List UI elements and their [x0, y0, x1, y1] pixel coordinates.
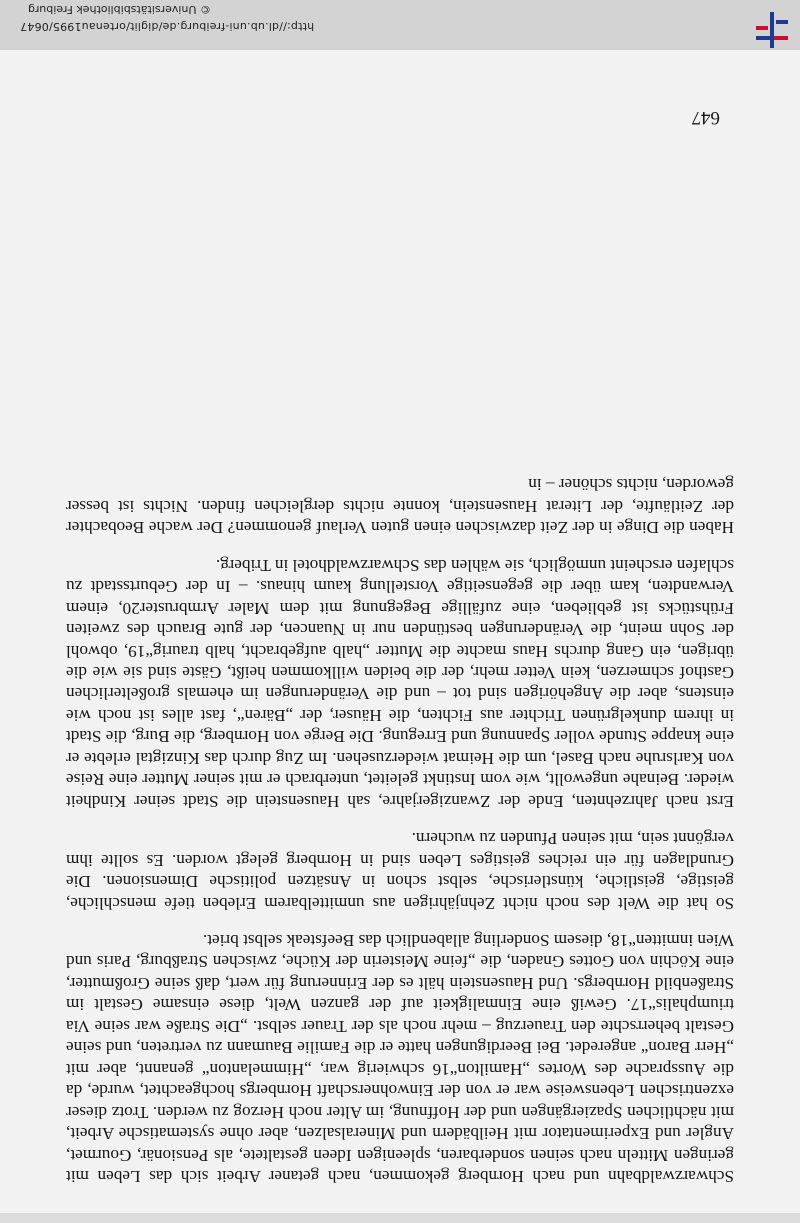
paragraph-4: Haben die Dinge in der Zeit dazwischen einen guten Verlauf genommen? Der wache Beobachter der Zeitläufte, der Literat Hausenstein, konnte nichts dergleichen finden. Nichts ist besser geworden, nichts schöner – in [66, 475, 734, 538]
body-text [66, 474, 734, 1187]
paragraph-3: Erst nach Jahrzehnten, Ende der Zwanzigerjahre, sah Hausenstein die Stadt seiner Kindheit wieder. Beinahe ungewollt, wie vom Instinkt geleitet, unterbrach er mit seiner Mutter eine Reise von Karlsruhe nach Basel, um die Heimat wiederzusehen. Im Zug durch das Kinzigtal erlebte er eine knappe Stunde voller Spannung und Erregung. Die Berge von Hornberg, die Burg, die Stadt in ihrem dunkelgrünen Trichter aus Fichten, die Häuser, der „Bären“, fast alles ist noch wie einstens, aber die Angehörigen sind tot – und die Veränderungen im ehemals großelterlichen Gasthof schmerzen, kein Vetter mehr, der die beiden willkommen heißt, Gäste sind sie wie die übrigen, ein Gang durchs Haus machte die Mutter „halb aufgebracht, halb traurig“19, obwohl der Sohn meint, die Veränderungen bestünden nur in Nuancen, der gute Brauch des zweiten Frühstücks ist geblieben, eine zufällige Begegnung mit dem Maler Armbruster20, einem Verwandten, kam über die gegenseitige Vorstellung kaum hinaus. – In der Geburtsstadt zu schlafen erscheint unmöglich, sie wählen das Schwarzwaldhotel in Triberg. [66, 555, 734, 811]
bottom-edge-strip [0, 1213, 800, 1223]
paragraph-2: So hat die Welt des noch nicht Zehnjährigen aus unmittelbarem Erleben tiefe menschliche, geistige, geistliche, künstlerische, selbst schon in Ansätzen politische Dimensionen. Die Grundlagen für ein reiches geistiges Leben sind in Hornberg gelegt worden. Es sollte ihm vergönnt sein, mit seinen Pfunden zu wuchern. [66, 829, 734, 913]
copyright-notice: © Universitätsbibliothek Freiburg [28, 3, 211, 16]
university-library-logo [748, 10, 792, 50]
paragraph-1: Schwarzwaldbahn und nach Hornberg gekommen, nach getaner Arbeit sich das Leben mit geringen Mitteln nach seinen sonderbaren, spleenigen Ideen gestaltete, als Pensionär, Gourmet, Angler und Experimentator mit Heilbädern und Mineralsalzen, aber ohne systematische Arbeit, mit nächtlichen Spaziergängen und der Hoffnung, im Alter noch Herzog zu werden. Trotz dieser exzentrischen Lebensweise war er von der Einwohnerschaft Hornbergs hochgeachtet, wurde, da die Aussprache des Wortes „Hamilton“16 schwierig war, „Himmelanton“ genannt, aber mit „Herr Baron“ angeredet. Bei Beerdigungen hatte er die Familie Baumann zu vertreten, und seine Gestalt beherrschte den Trauerzug – mehr noch als der Trauer selbst. „Die Straße war seine Via triumphalis“17. Gewiß eine Einmaligkeit auf der ganzen Welt, diese einsame Gestalt im Straßenbild Hornbergs. Und Hausenstein hält es der Erinnerung für wert, daß seine Großmutter, eine Köchin von Gottes Gnaden, die „feine Meisterin der Küche, zwischen Straßburg, Paris und Wien inmitten“18, diesem Sonderling allabendlich das Beefsteak selbst briet. [66, 931, 734, 1186]
header-bar [0, 0, 800, 50]
source-url[interactable]: http://dl.ub.uni-freiburg.de/diglit/ortenau1995/0647 [20, 20, 315, 33]
page-number: 647 [691, 107, 720, 128]
